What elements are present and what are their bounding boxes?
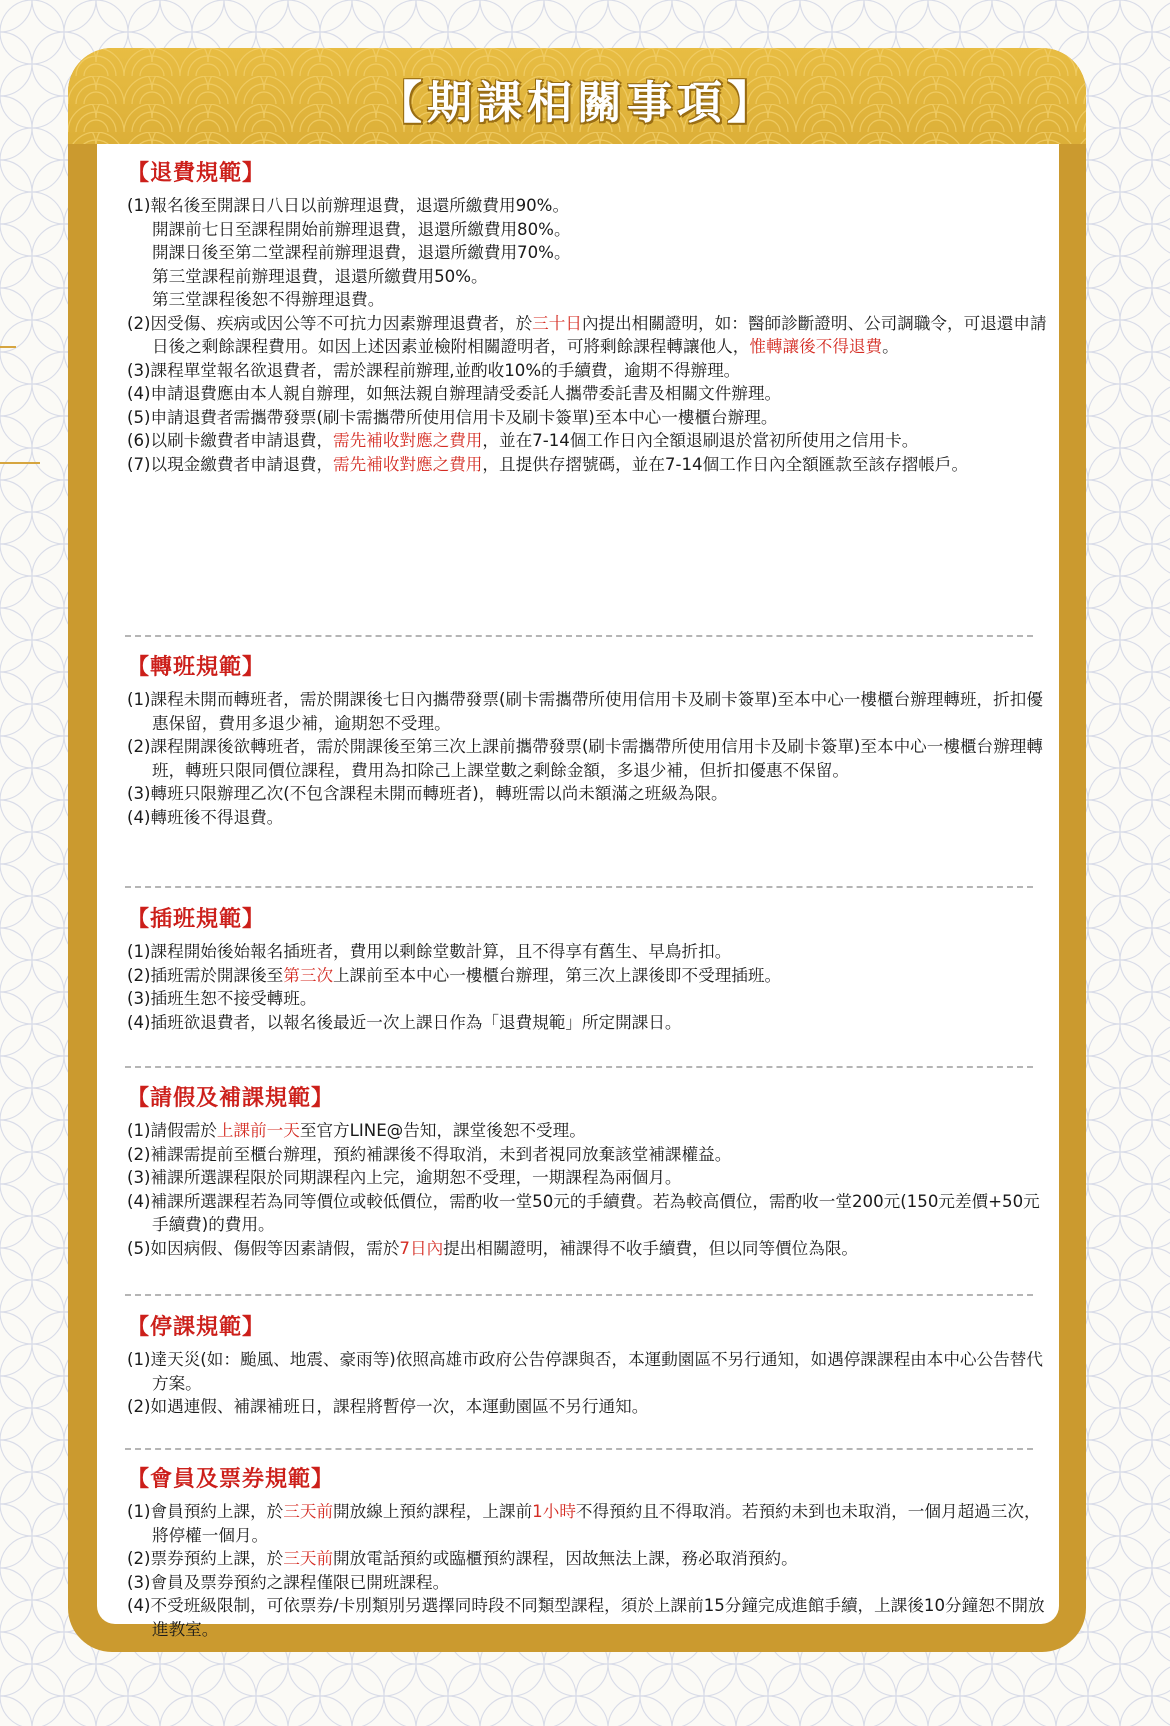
section-divider [125,886,1033,888]
banner [68,48,1086,144]
rule-item: (4)轉班後不得退費。 [127,807,284,827]
rule-item: (1)會員預約上課，於三天前開放線上預約課程，上課前1小時不得預約且不得取消。若預約未到也未取消，一個月超過三次，將停權一個月。 [127,1502,1041,1545]
rules-panel [97,144,1059,1639]
section-title: 【退費規範】 [127,160,266,186]
section-joinlate [127,902,1047,1034]
section-transfer [127,650,1047,829]
rule-item: (3)課程單堂報名欲退費者，需於課程前辦理,並酌收10%的手續費，逾期不得辦理。 [127,360,741,380]
section-divider [125,1066,1033,1068]
rule-item: (2)課程開課後欲轉班者，需於開課後至第三次上課前攜帶發票(刷卡需攜帶所使用信用卡及刷卡簽單)至本中心一樓櫃台辦理轉班，轉班只限同價位課程，費用為扣除己上課堂數之剩餘金額，多退少補，但折扣優惠不保留。 [127,737,1043,780]
section-refund [127,156,1047,476]
rules-card [68,48,1086,1652]
rule-item: (5)如因病假、傷假等因素請假，需於7日內提出相關證明，補課得不收手續費，但以同等價位為限。 [127,1238,859,1258]
rule-item: (4)補課所選課程若為同等價位或較低價位，需酌收一堂50元的手續費。若為較高價位，需酌收一堂200元(150元差價+50元手續費)的費用。 [127,1191,1040,1234]
rule-item: (3)補課所選課程限於同期課程內上完，逾期恕不受理，一期課程為兩個月。 [127,1168,682,1187]
rule-item: 第三堂課程前辦理退費，退還所繳費用50%。 [152,266,488,286]
rule-item: (1)請假需於上課前一天至官方LINE@告知，課堂後恕不受理。 [127,1121,586,1140]
rule-item: (1)課程開始後始報名插班者，費用以剩餘堂數計算，且不得享有舊生、早鳥折扣。 [127,942,732,961]
section-leave [127,1081,1047,1260]
rule-item: (1)報名後至開課日八日以前辦理退費，退還所繳費用90%。 [127,196,570,215]
section-title: 【插班規範】 [127,906,266,932]
section-divider [125,635,1033,637]
rule-item: (3)會員及票券預約之課程僅限已開班課程。 [127,1572,450,1592]
rule-item: (1)達天災(如：颱風、地震、豪雨等)依照高雄市政府公告停課與否，本運動園區不另行通知，如遇停課課程由本中心公告替代方案。 [127,1350,1043,1393]
rule-item: (4)不受班級限制，可依票券/卡別類別另選擇同時段不同類型課程，須於上課前15分鐘完成進館手續，上課後10分鐘恕不開放進教室。 [127,1596,1045,1639]
section-title: 【會員及票券規範】 [127,1466,335,1492]
rule-item: (4)申請退費應由本人親自辦理，如無法親自辦理請受委託人攜帶委託書及相關文件辦理。 [127,384,782,403]
rule-item: (4)插班欲退費者，以報名後最近一次上課日作為「退費規範」所定開課日。 [127,1012,682,1032]
rule-item: (3)插班生恕不接受轉班。 [127,989,317,1008]
rule-list [127,1500,1047,1641]
section-title: 【請假及補課規範】 [127,1085,335,1111]
section-title: 【停課規範】 [127,1314,266,1340]
rule-item: (2)插班需於開課後至第三次上課前至本中心一樓櫃台辦理，第三次上課後即不受理插班。 [127,965,782,985]
section-member [127,1462,1047,1641]
rule-item: (3)轉班只限辦理乙次(不包含課程未開而轉班者)，轉班需以尚未額滿之班級為限。 [127,784,728,803]
section-divider [125,1294,1033,1296]
rule-item: (2)票券預約上課，於三天前開放電話預約或臨櫃預約課程，因故無法上課，務必取消預約。 [127,1549,798,1568]
rule-item: 開課前七日至課程開始前辦理退費，退還所繳費用80%。 [152,219,571,239]
rule-list [127,1119,1047,1260]
rule-item: (6)以刷卡繳費者申請退費，需先補收對應之費用，並在7-14個工作日內全額退刷退於當初所使用之信用卡。 [127,431,919,450]
section-title: 【轉班規範】 [127,654,266,680]
rule-item: (2)如遇連假、補課補班日，課程將暫停一次，本運動園區不另行通知。 [127,1397,649,1416]
rule-item: (7)以現金繳費者申請退費，需先補收對應之費用，且提供存摺號碼，並在7-14個工作日內全額匯款至該存摺帳戶。 [127,454,969,474]
rule-list [127,194,1047,476]
rule-list [127,688,1047,829]
page-title: 【期課相關事項】 [376,76,777,129]
rule-item: (5)申請退費者需攜帶發票(刷卡需攜帶所使用信用卡及刷卡簽單)至本中心一樓櫃台辦理。 [127,407,778,427]
side-accent-line [0,346,16,348]
rule-item: (2)補課需提前至櫃台辦理，預約補課後不得取消，未到者視同放棄該堂補課權益。 [127,1144,732,1164]
section-divider [125,1448,1033,1450]
rule-item: (2)因受傷、疾病或因公等不可抗力因素辦理退費者，於三十日內提出相關證明，如：醫師診斷證明、公司調職令，可退還申請日後之剩餘課程費用。如因上述因素並檢附相關證明者，可將剩餘課程轉讓他人，惟轉讓後不得退費。 [127,313,1047,356]
rule-list [127,1348,1047,1419]
side-accent-line [0,462,40,464]
rule-list [127,940,1047,1034]
rule-item: 第三堂課程後恕不得辦理退費。 [152,290,385,309]
section-suspend [127,1310,1047,1419]
rule-item: (1)課程未開而轉班者，需於開課後七日內攜帶發票(刷卡需攜帶所使用信用卡及刷卡簽單)至本中心一樓櫃台辦理轉班，折扣優惠保留，費用多退少補，逾期恕不受理。 [127,690,1043,733]
rule-item: 開課日後至第二堂課程前辦理退費，退還所繳費用70%。 [152,243,571,262]
